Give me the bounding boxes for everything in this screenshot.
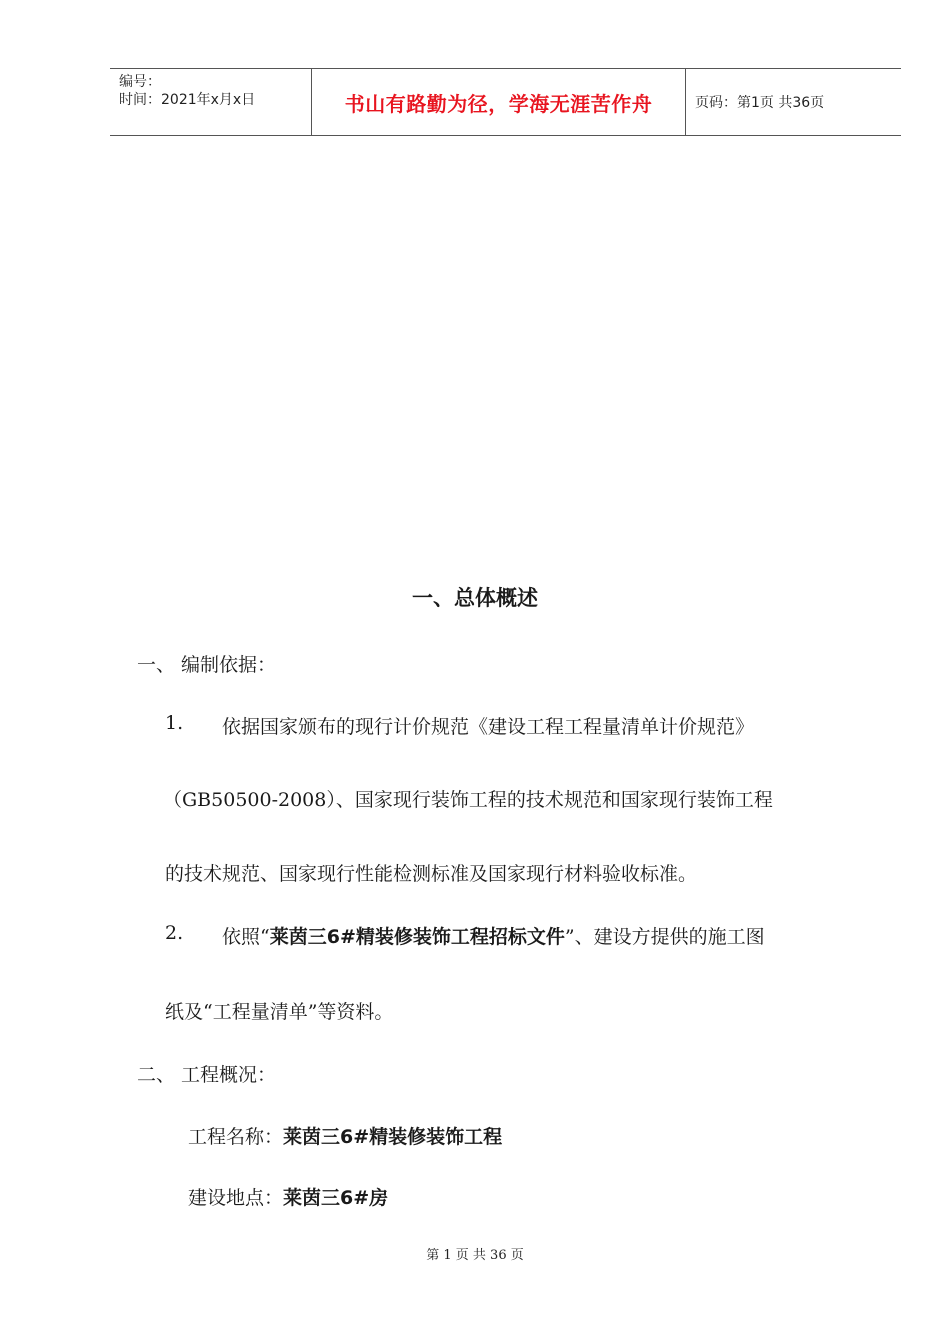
project-site-row (188, 1183, 388, 1210)
time-label: 时间：2021年x月x日 (119, 92, 256, 108)
item-2-line-1 (222, 922, 765, 949)
item-2-prefix: 依照“ (222, 926, 270, 948)
item-1-line-2: （GB50500-2008）、国家现行装饰工程的技术规范和国家现行装饰工程 (163, 789, 773, 811)
item-2-line-2: 纸及“工程量清单”等资料。 (165, 1001, 394, 1023)
document-title: 一、总体概述 (412, 586, 538, 610)
item-1-number: 1. (165, 712, 184, 734)
project-site-value: 莱茵三6#房 (283, 1187, 389, 1209)
item-1-line-3: 的技术规范、国家现行性能检测标准及国家现行材料验收标准。 (165, 863, 698, 885)
item-2-suffix: ”、建设方提供的施工图 (564, 926, 765, 948)
project-site-label: 建设地点： (188, 1187, 284, 1209)
section-1-heading: 一、 编制依据： (137, 654, 277, 676)
number-label: 编号： (119, 74, 161, 90)
project-name-label: 工程名称： (188, 1126, 284, 1148)
item-1-line-1: 依据国家颁布的现行计价规范《建设工程工程量清单计价规范》 (222, 716, 755, 738)
item-2-number: 2. (165, 922, 184, 944)
project-name-value: 莱茵三6#精装修装饰工程 (283, 1126, 503, 1148)
header-page-number: 页码：第1页 共36页 (695, 95, 825, 111)
header-motto: 书山有路勤为径，学海无涯苦作舟 (312, 69, 686, 135)
item-2-tender-document: 莱茵三6#精装修装饰工程招标文件 (269, 926, 565, 948)
page-header (110, 68, 901, 136)
page-footer: 第 1 页 共 36 页 (426, 1248, 524, 1263)
section-2-heading: 二、 工程概况： (137, 1064, 277, 1086)
header-meta (110, 69, 312, 135)
project-name-row (188, 1122, 502, 1149)
